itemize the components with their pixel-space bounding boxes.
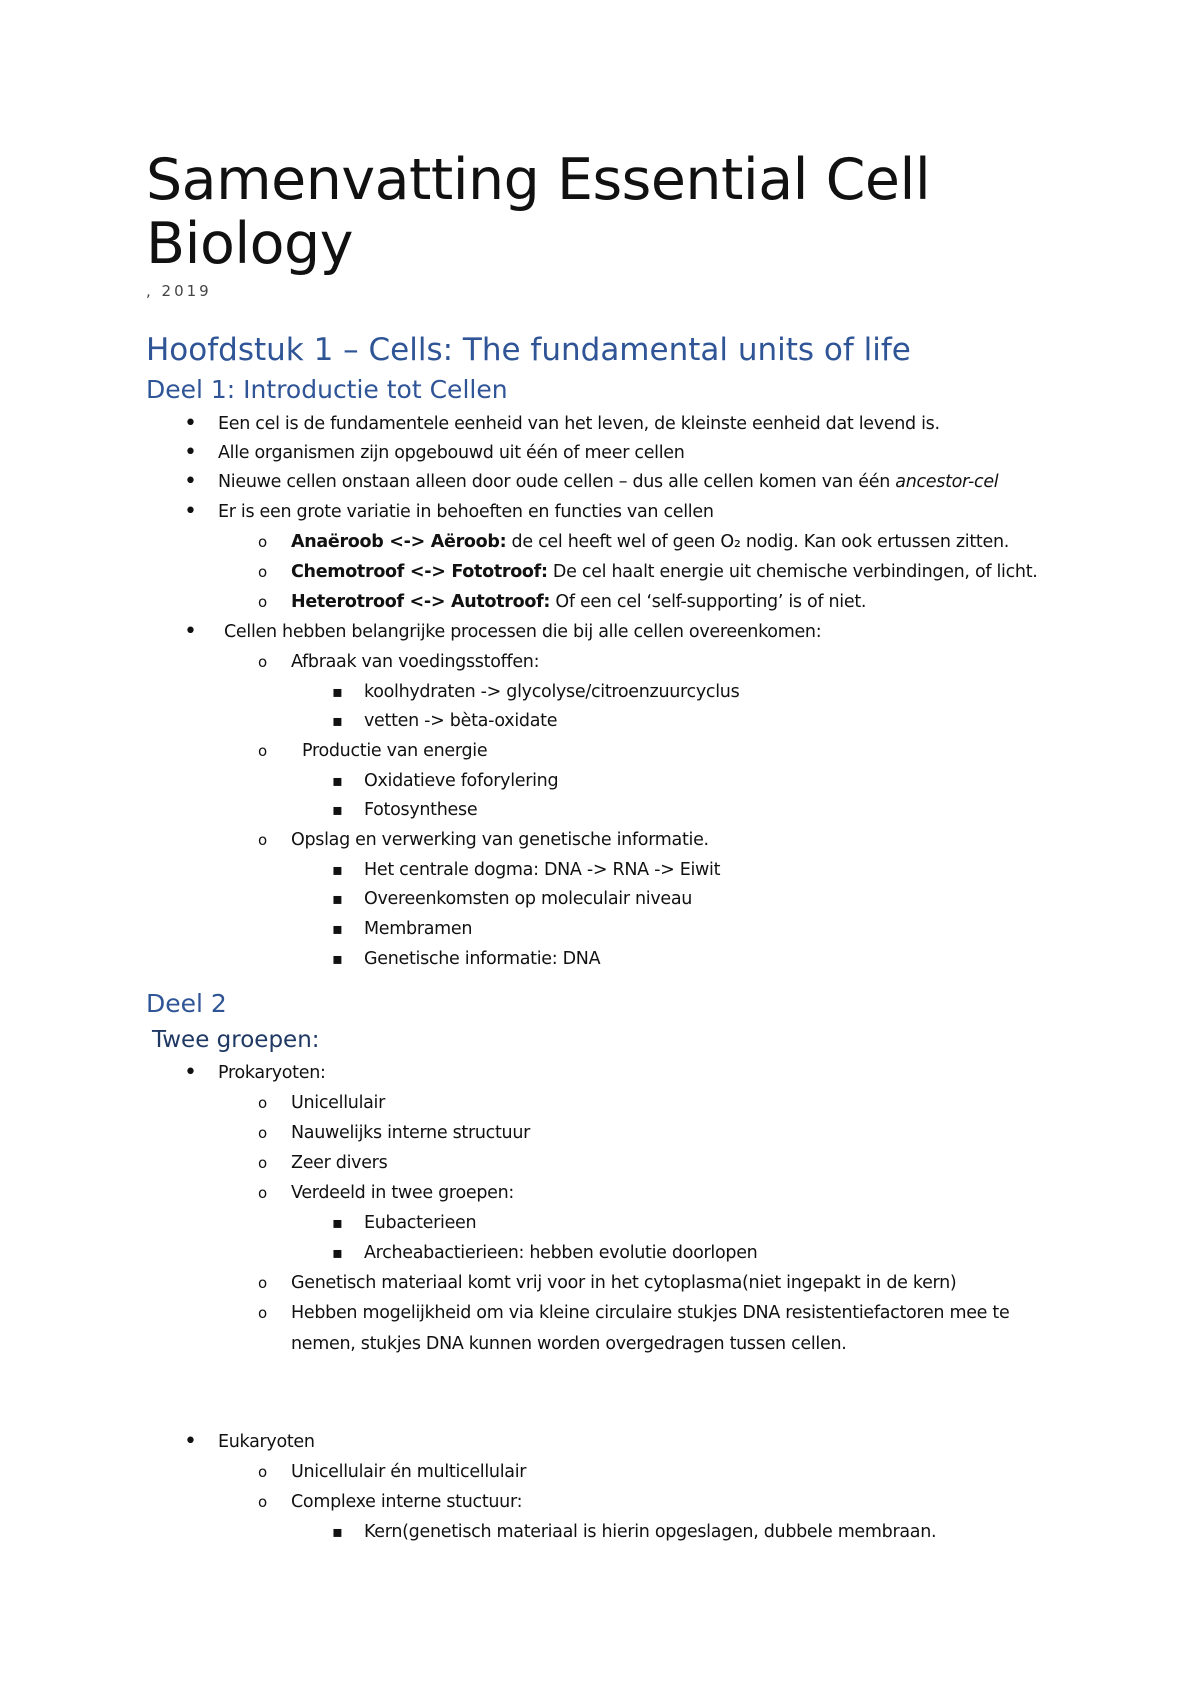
bullet-icon: o: [258, 831, 268, 849]
bullet-icon: o: [258, 1463, 268, 1481]
term-description: De cel haalt energie uit chemische verbindingen, of licht.: [547, 562, 1038, 582]
bullet-icon: o: [258, 742, 268, 760]
list-item: Zeer divers: [291, 1153, 388, 1173]
bullet-icon: [332, 857, 343, 883]
bullet-icon: [184, 619, 197, 646]
list-item: Archeabactierieen: hebben evolutie doorlopen: [364, 1243, 758, 1263]
term-bold: Heterotroof <-> Autotroof:: [291, 592, 551, 612]
bullet-icon: o: [258, 1493, 268, 1511]
list-item: Het centrale dogma: DNA -> RNA -> Eiwit: [364, 860, 721, 880]
list-item: Nauwelijks interne structuur: [291, 1123, 531, 1143]
list-item: Opslag en verwerking van genetische informatie.: [291, 830, 709, 850]
bullet-icon: o: [258, 1184, 268, 1202]
list-item: vetten -> bèta-oxidate: [364, 711, 558, 731]
list-item: Membramen: [364, 919, 473, 939]
bullet-icon: o: [258, 563, 268, 581]
bullet-icon: o: [258, 1124, 268, 1142]
list-item-italic-term: ancestor-cel: [895, 472, 999, 492]
list-item: Eubacterieen: [364, 1213, 477, 1233]
bullet-icon: [184, 1429, 197, 1456]
term-description: Of een cel ‘self-supporting’ is of niet.: [550, 592, 867, 612]
bullet-icon: [332, 946, 343, 972]
bullet-icon: o: [258, 1154, 268, 1172]
list-item: koolhydraten -> glycolyse/citroenzuurcyclus: [364, 682, 740, 702]
list-item: Overeenkomsten op moleculair niveau: [364, 889, 693, 909]
bullet-icon: o: [258, 1274, 268, 1292]
bullet-icon: [332, 1210, 343, 1236]
document-date: , 2019: [146, 282, 212, 300]
term-bold: Anaëroob <-> Aëroob:: [291, 532, 507, 552]
bullet-icon: o: [258, 1094, 268, 1112]
list-item-text: Nieuwe cellen onstaan alleen door oude cellen – dus alle cellen komen van één: [218, 472, 896, 492]
list-item: Er is een grote variatie in behoeften en functies van cellen: [218, 502, 714, 522]
bullet-icon: [184, 469, 197, 496]
list-item: Complexe interne stuctuur:: [291, 1492, 523, 1512]
list-item: Cellen hebben belangrijke processen die bij alle cellen overeenkomen:: [224, 622, 822, 642]
list-item-continuation: nemen, stukjes DNA kunnen worden overgedragen tussen cellen.: [291, 1334, 847, 1354]
list-item: Unicellulair én multicellulair: [291, 1462, 527, 1482]
list-item: [291, 529, 1009, 555]
list-item: Eukaryoten: [218, 1432, 315, 1452]
list-item: Een cel is de fundamentele eenheid van het leven, de kleinste eenheid dat levend is.: [218, 414, 940, 434]
list-item: [291, 589, 866, 615]
bullet-icon: [332, 1519, 343, 1545]
bullet-icon: o: [258, 593, 268, 611]
bullet-icon: [332, 886, 343, 912]
bullet-icon: [332, 708, 343, 734]
list-item: Prokaryoten:: [218, 1063, 326, 1083]
list-item: Unicellulair: [291, 1093, 386, 1113]
bullet-icon: [332, 916, 343, 942]
bullet-icon: o: [258, 653, 268, 671]
list-item: [218, 469, 998, 495]
list-item: [291, 559, 1038, 585]
bullet-icon: [184, 440, 197, 467]
subheading-twee-groepen: Twee groepen:: [152, 1027, 320, 1053]
list-item: Afbraak van voedingsstoffen:: [291, 652, 540, 672]
list-item: Productie van energie: [302, 741, 488, 761]
list-item: Alle organismen zijn opgebouwd uit één of meer cellen: [218, 443, 685, 463]
list-item: Kern(genetisch materiaal is hierin opgeslagen, dubbele membraan.: [364, 1522, 937, 1542]
bullet-icon: [332, 1240, 343, 1266]
bullet-icon: o: [258, 1304, 268, 1322]
term-bold: Chemotroof <-> Fototroof:: [291, 562, 548, 582]
list-item: Fotosynthese: [364, 800, 478, 820]
bullet-icon: [332, 679, 343, 705]
bullet-icon: [184, 1060, 197, 1087]
term-description: de cel heeft wel of geen O₂ nodig. Kan ook ertussen zitten.: [506, 532, 1010, 552]
section-heading-deel-2: Deel 2: [146, 989, 227, 1018]
bullet-icon: [332, 797, 343, 823]
document-title: Samenvatting Essential Cell Biology: [146, 147, 931, 277]
chapter-heading: Hoofdstuk 1 – Cells: The fundamental units of life: [146, 332, 911, 368]
bullet-icon: [332, 768, 343, 794]
list-item: Verdeeld in twee groepen:: [291, 1183, 514, 1203]
bullet-icon: [184, 499, 197, 526]
bullet-icon: [184, 411, 197, 438]
bullet-icon: o: [258, 533, 268, 551]
list-item: Hebben mogelijkheid om via kleine circulaire stukjes DNA resistentiefactoren mee te: [291, 1303, 1010, 1323]
list-item: Genetisch materiaal komt vrij voor in het cytoplasma(niet ingepakt in de kern): [291, 1273, 957, 1293]
list-item: Genetische informatie: DNA: [364, 949, 601, 969]
list-item: Oxidatieve foforylering: [364, 771, 559, 791]
section-heading-deel-1: Deel 1: Introductie tot Cellen: [146, 375, 508, 404]
